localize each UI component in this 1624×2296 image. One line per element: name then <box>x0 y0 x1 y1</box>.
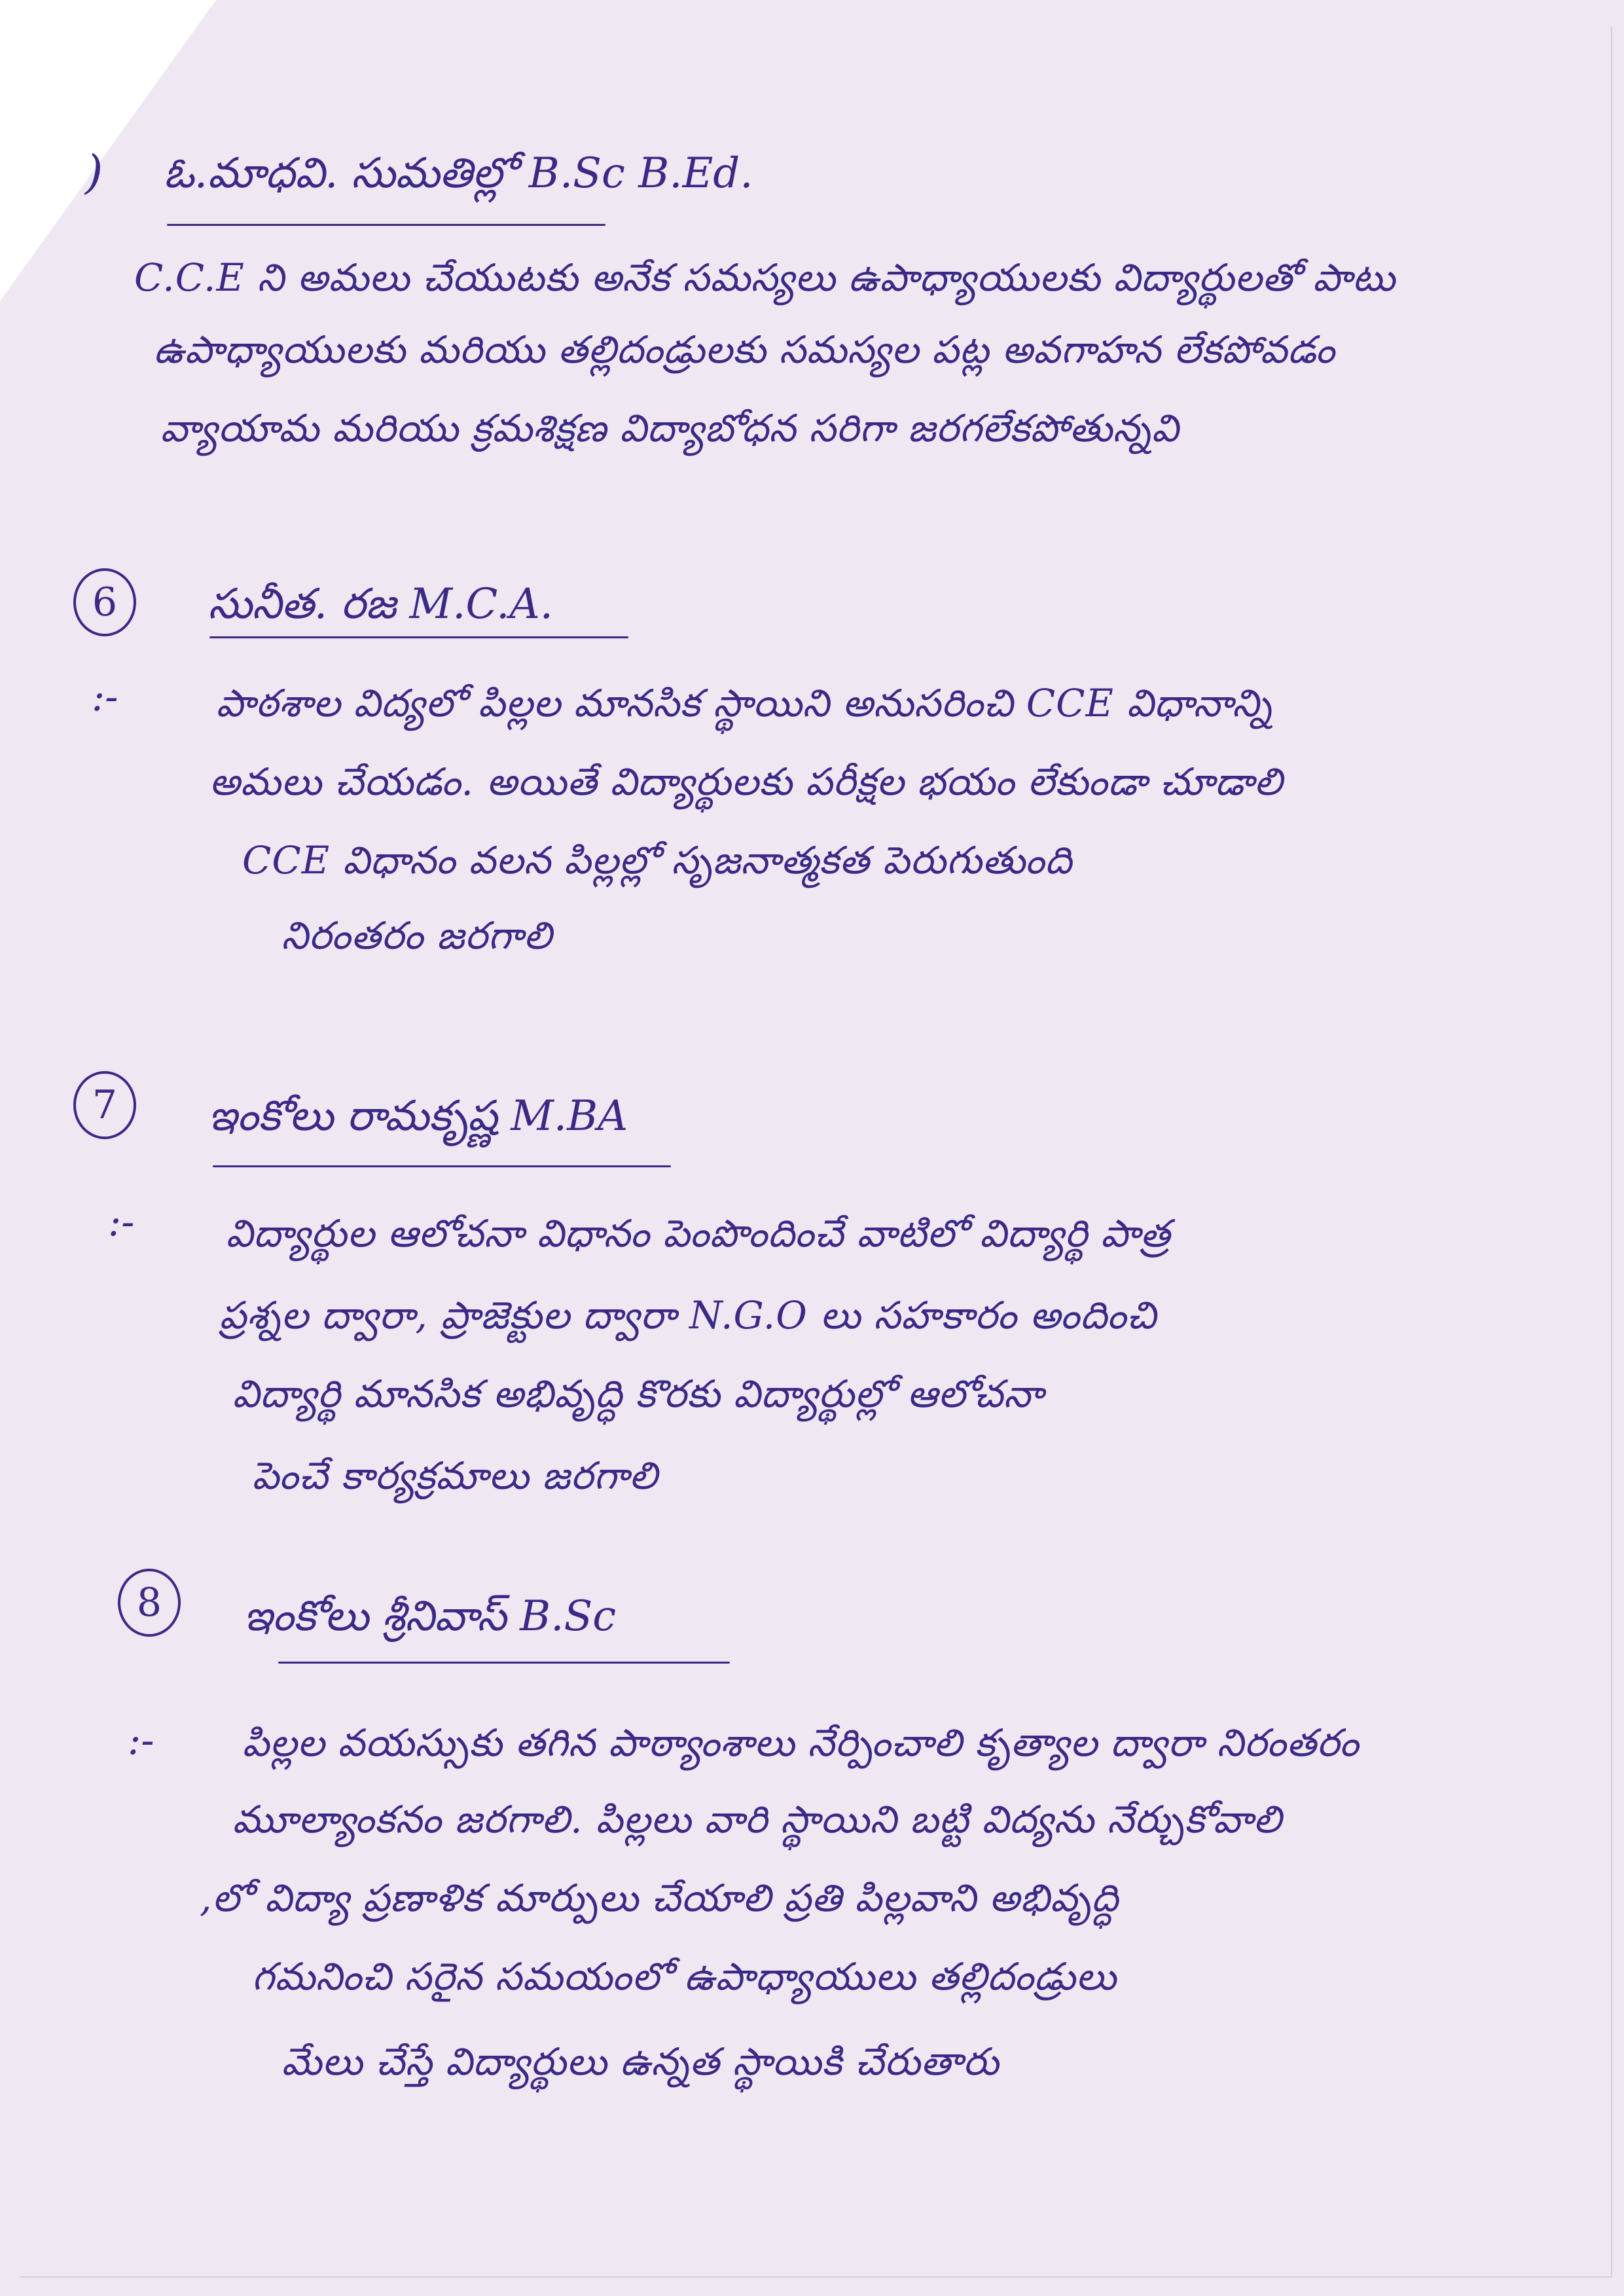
heading-underline <box>213 1165 671 1167</box>
heading-underline <box>209 636 628 638</box>
section-heading: ఇంకోలు రామకృష్ణ M.BA <box>208 1092 628 1140</box>
section-number-circle: 6 <box>73 568 136 636</box>
dash-mark: :- <box>92 674 118 720</box>
handwritten-line: మూల్యాంకనం జరగాలి. పిల్లలు వారి స్థాయిని బట్టి విద్యను నేర్చుకోవాలి <box>232 1797 1282 1842</box>
handwritten-line: CCE విధానం వలన పిల్లల్లో సృజనాత్మకత పెరుగుతుంది <box>242 838 1073 883</box>
handwritten-line: విద్యార్థుల ఆలోచనా విధానం పెంపొందించే వాటిలో విద్యార్థి పాత్ర <box>226 1211 1171 1256</box>
handwritten-line: విద్యార్థి మానసిక అభివృద్ధి కొరకు విద్యార్థుల్లో ఆలోచనా <box>232 1372 1044 1416</box>
dash-mark: :- <box>128 1718 154 1764</box>
handwritten-line: మేలు చేస్తే విద్యార్థులు ఉన్నత స్థాయికి చేరుతారు <box>281 2039 1000 2084</box>
section-number-paren: ) <box>85 145 103 199</box>
heading-underline <box>278 1662 730 1664</box>
section-heading: ఓ.మాధవి. సుమతిల్లో B.Sc B.Ed. <box>164 149 753 198</box>
handwritten-line: అమలు చేయడం. అయితే విద్యార్థులకు పరీక్షల భయం లేకుండా చూడాలి <box>209 759 1283 804</box>
handwritten-line: ప్రశ్నల ద్వారా, ప్రాజెక్టుల ద్వారా N.G.O లు సహకారం అందించి <box>219 1293 1157 1338</box>
handwritten-line: ,లో విద్యా ప్రణాళిక మార్పులు చేయాలి ప్రతి పిల్లవాని అభివృద్ధి <box>200 1876 1119 1920</box>
heading-underline <box>167 224 605 226</box>
section-number-circle: 7 <box>73 1071 136 1139</box>
handwritten-line: నిరంతరం జరగాలి <box>281 913 552 958</box>
section-number-circle: 8 <box>118 1569 181 1637</box>
handwritten-line: గమనించి సరైన సమయంలో ఉపాధ్యాయులు తల్లిదండ్రులు <box>252 1954 1117 1999</box>
handwritten-line: పెంచే కార్యక్రమాలు జరగాలి <box>252 1453 659 1498</box>
section-heading: ఇంకోలు శ్రీనివాస్ B.Sc <box>244 1592 617 1641</box>
handwritten-line: C.C.E ని అమలు చేయుటకు అనేక సమస్యలు ఉపాధ్యాయులకు విద్యార్థులతో పాటు <box>134 255 1396 300</box>
dash-mark: :- <box>108 1199 135 1245</box>
handwritten-line: పిల్లల వయస్సుకు తగిన పాఠ్యాంశాలు నేర్పించాలి కృత్యాల ద్వారా నిరంతరం <box>242 1721 1360 1765</box>
handwritten-line: ఉపాధ్యాయులకు మరియు తల్లిదండ్రులకు సమస్యల పట్ల అవగాహన లేకపోవడం <box>154 327 1335 372</box>
section-heading: సునీత. రజ M.C.A. <box>208 580 554 629</box>
handwritten-line: వ్యాయామ మరియు క్రమశిక్షణ విద్యాబోధన సరిగా జరగలేకపోతున్నవి <box>160 406 1180 450</box>
handwritten-line: పాఠశాల విద్యలో పిల్లల మానసిక స్థాయిని అనుసరించి CCE విధానాన్ని <box>216 681 1272 725</box>
